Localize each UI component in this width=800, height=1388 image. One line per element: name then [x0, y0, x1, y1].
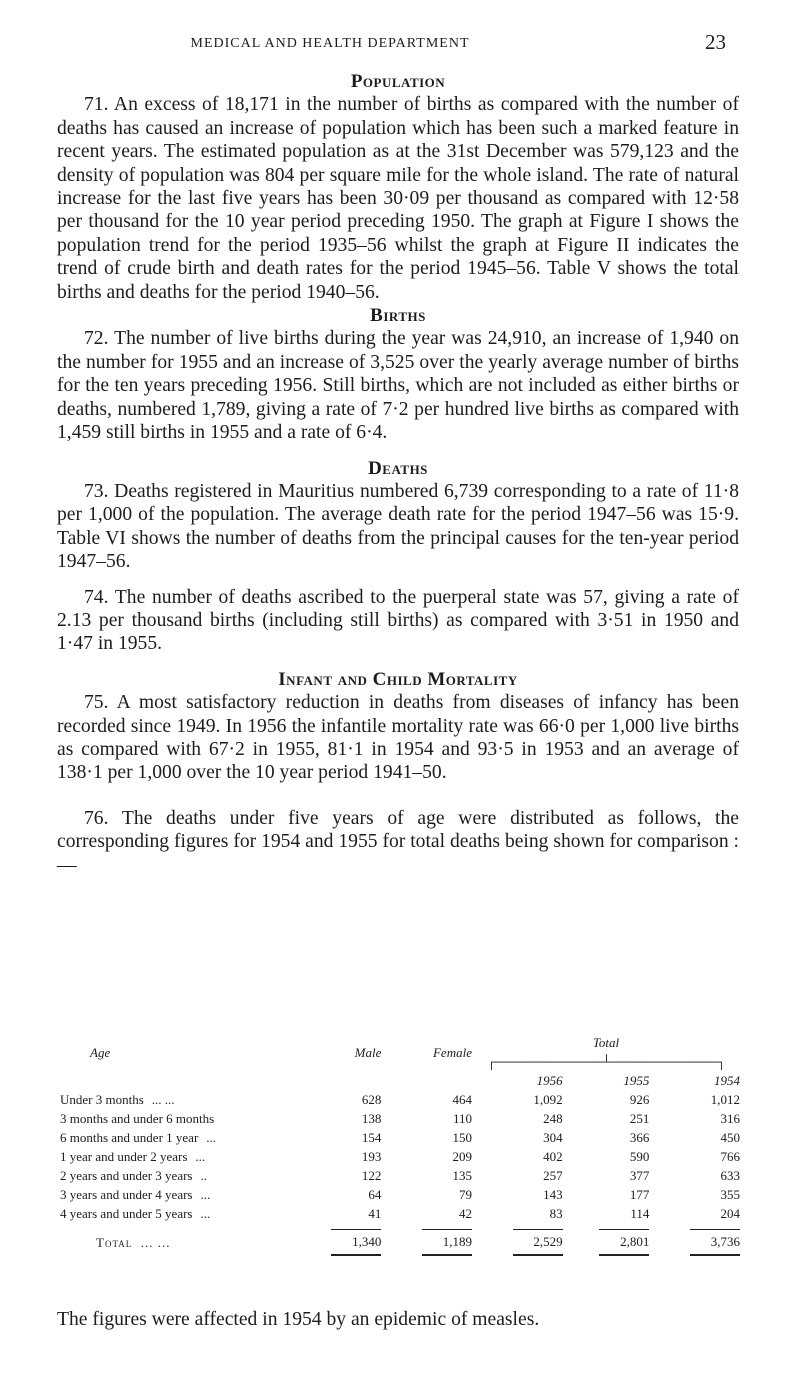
total-1956: 2,529 — [513, 1229, 563, 1256]
row-male: 154 — [361, 1130, 382, 1145]
row-total-1955: 114 — [630, 1206, 650, 1221]
row-female: 79 — [458, 1187, 472, 1202]
row-total-1955: 366 — [629, 1130, 650, 1145]
row-total-1954: 766 — [720, 1149, 740, 1164]
page-number: 23 — [705, 30, 726, 54]
row-age: 1 year and under 2 years — [60, 1149, 188, 1164]
row-leader: .. — [200, 1168, 207, 1183]
paragraph-75: 75. A most satisfactory reduction in deaths from diseases of infancy has been recorded since 1949. In 1956 the infantile mortality rate was 66·0 per 1,000 live births as compared with 67·2 in 1955, 81·1 in 1954 and 93·5 in 1953 and an average of 138·1 per 1,000 over the 10 year period 1941–50. — [57, 692, 739, 784]
row-total-1956: 304 — [543, 1130, 563, 1145]
total-leader: ... ... — [140, 1235, 171, 1250]
row-female: 150 — [452, 1130, 472, 1145]
heading-population: Population — [350, 71, 446, 92]
row-female: 464 — [452, 1092, 472, 1107]
row-leader: ... — [200, 1187, 211, 1202]
row-total-1954: 1,012 — [710, 1092, 740, 1107]
table-row — [60, 1128, 740, 1147]
row-total-1955: 177 — [629, 1187, 650, 1202]
paragraph-72: 72. The number of live births during the year was 24,910, an increase of 1,940 on the number for 1955 and an increase of 3,525 over the yearly average number of births for the ten years preceding 1956. Still births, which are not included as either births or deaths, numbered 1,789, giving a rate of 7·2 per hundred live births as compared with 1,459 still births in 1955 and a rate of 6·4. — [57, 328, 739, 444]
total-1955: 2,801 — [599, 1229, 649, 1256]
row-total-1955: 590 — [629, 1149, 650, 1164]
table-row — [60, 1090, 740, 1109]
row-total-1956: 83 — [549, 1206, 563, 1221]
row-male: 138 — [361, 1111, 382, 1126]
paragraph-73: 73. Deaths registered in Mauritius numbered 6,739 corresponding to a rate of 11·8 per 1,000 of the population. The average death rate for the period 1947–56 was 15·9. Table VI shows the number of deaths from the principal causes for the ten-year period 1947–56. — [57, 480, 739, 573]
table-row — [60, 1109, 740, 1128]
header-1954: 1954 — [714, 1073, 740, 1088]
row-male: 193 — [361, 1149, 382, 1164]
running-title: MEDICAL AND HEALTH DEPARTMENT — [190, 36, 470, 51]
row-age: Under 3 months — [60, 1092, 144, 1107]
header-age: Age — [90, 1044, 111, 1060]
header-total-label: Total — [592, 1035, 620, 1050]
table-row — [60, 1185, 740, 1204]
row-total-1956: 248 — [543, 1111, 563, 1126]
row-leader: ... — [195, 1149, 206, 1164]
header-1956: 1956 — [536, 1073, 563, 1088]
header-total-brace: ┌─────────────┴─────────────┐ — [486, 1054, 726, 1069]
row-total-1954: 355 — [720, 1187, 740, 1202]
heading-births: Births — [370, 305, 426, 327]
row-age: 6 months and under 1 year — [60, 1130, 199, 1145]
heading-deaths: Deaths — [368, 457, 428, 479]
row-age: 4 years and under 5 years — [60, 1206, 193, 1221]
table-year-row — [60, 1071, 740, 1090]
row-female: 135 — [452, 1168, 472, 1183]
row-leader: ... — [206, 1130, 217, 1145]
row-total-1956: 257 — [543, 1168, 563, 1183]
table-header-row — [60, 1033, 740, 1071]
total-label: Total — [96, 1235, 133, 1250]
header-male: Male — [354, 1044, 382, 1060]
body-text — [57, 70, 739, 877]
row-total-1956: 402 — [543, 1149, 563, 1164]
deaths-under-five-table — [60, 1033, 740, 1256]
row-female: 209 — [452, 1149, 472, 1164]
row-total-1954: 633 — [720, 1168, 740, 1183]
table-row — [60, 1204, 740, 1223]
row-total-1956: 1,092 — [533, 1092, 563, 1107]
heading-infant-child-mortality: Infant and Child Mortality — [278, 668, 518, 690]
row-total-1956: 143 — [543, 1187, 563, 1202]
table-row — [60, 1166, 740, 1185]
row-total-1954: 204 — [720, 1206, 740, 1221]
row-female: 42 — [458, 1206, 472, 1221]
row-age: 3 years and under 4 years — [60, 1187, 193, 1202]
footnote: The figures were affected in 1954 by an epidemic of measles. — [57, 1309, 540, 1330]
row-total-1955: 251 — [629, 1111, 650, 1126]
row-total-1954: 316 — [720, 1111, 740, 1126]
row-total-1955: 377 — [629, 1168, 650, 1183]
row-male: 628 — [361, 1092, 382, 1107]
table-total-row — [60, 1223, 740, 1256]
row-male: 41 — [368, 1206, 382, 1221]
row-leader: ... — [200, 1206, 211, 1221]
total-1954: 3,736 — [690, 1229, 740, 1256]
paragraph-74: 74. The number of deaths ascribed to the puerperal state was 57, giving a rate of 2.13 per thousand births (including still births) as compared with 3·51 in 1950 and 1·47 in 1955. — [57, 586, 739, 655]
row-male: 122 — [361, 1168, 382, 1183]
header-female: Female — [432, 1044, 472, 1060]
paragraph-76: 76. The deaths under five years of age were distributed as follows, the corresponding figures for 1954 and 1955 for total deaths being shown for comparison :— — [57, 807, 739, 876]
total-male: 1,340 — [331, 1229, 381, 1256]
total-female: 1,189 — [422, 1229, 472, 1256]
row-age: 3 months and under 6 months — [60, 1111, 215, 1126]
row-leader: ... ... — [151, 1092, 175, 1107]
row-female: 110 — [452, 1111, 472, 1126]
row-male: 64 — [368, 1187, 382, 1202]
table-row — [60, 1147, 740, 1166]
row-total-1955: 926 — [629, 1092, 650, 1107]
row-total-1954: 450 — [720, 1130, 740, 1145]
paragraph-71: 71. An excess of 18,171 in the number of births as compared with the number of deaths has caused an increase of population which has been such a marked feature in recent years. The estimated population as at the 31st December was 579,123 and the density of population was 804 per square mile for the whole island. The rate of natural increase for the last five years has been 30·09 per thousand as compared with 12·58 per thousand for the 10 year period preceding 1950. The graph at Figure I shows the population trend for the period 1935–56 whilst the graph at Figure II indicates the trend of crude birth and death rates for the period 1945–56. Table V shows the total births and deaths for the period 1940–56. — [57, 94, 739, 303]
header-1955: 1955 — [623, 1073, 650, 1088]
header-total — [472, 1033, 740, 1071]
row-age: 2 years and under 3 years — [60, 1168, 193, 1183]
